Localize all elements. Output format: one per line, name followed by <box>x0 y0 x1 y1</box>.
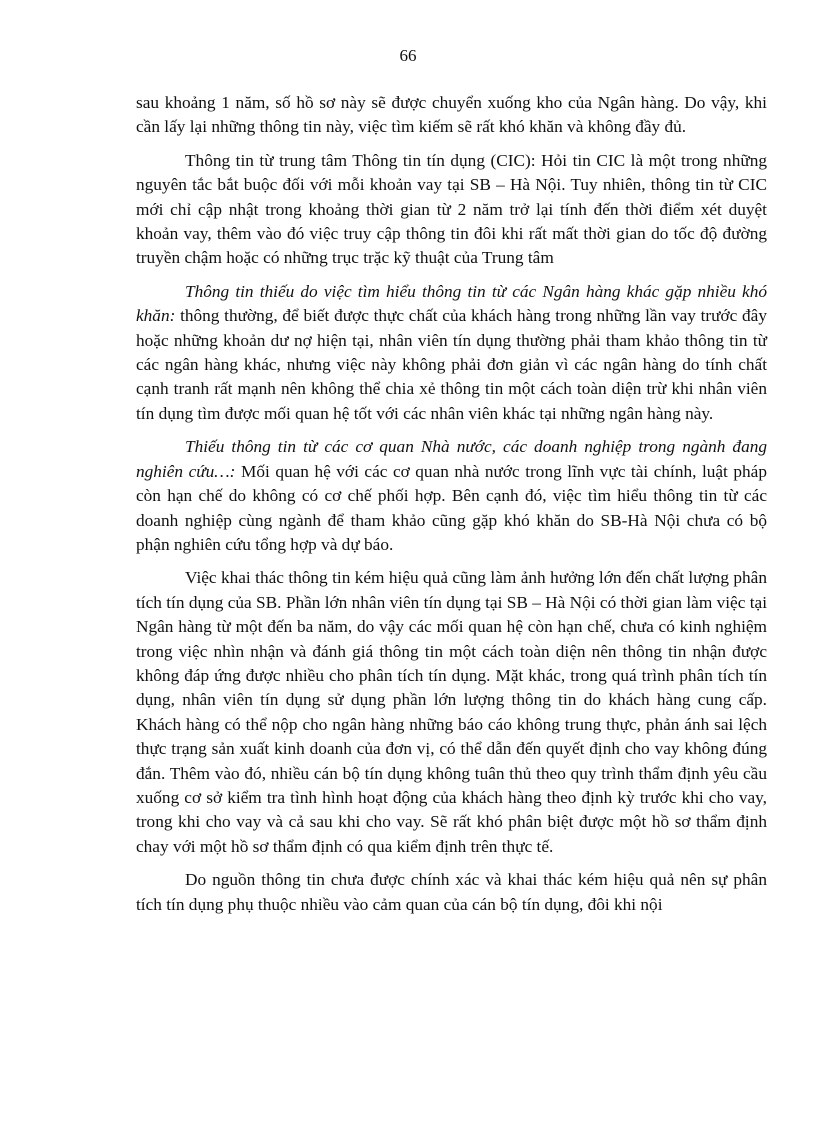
paragraph-lead-italic: Thông tin thiếu do việc tìm hiểu thông tin từ các Ngân hàng khác gặp nhiều khó khăn: <box>136 281 767 326</box>
paragraph-text: Do nguồn thông tin chưa được chính xác và khai thác kém hiệu quả nên sự phân tích tín dụng phụ thuộc nhiều vào cảm quan của cán bộ tín dụng, đôi khi nội <box>136 870 767 914</box>
document-body <box>136 91 767 926</box>
paragraph-text: thông thường, để biết được thực chất của khách hàng trong những lần vay trước đây hoặc những khoản dư nợ hiện tại, nhân viên tín dụng thường phải tham khảo thông tin từ các ngân hàng khác, nhưng việc này không phải đơn giản vì các ngân hàng do tính chất cạnh tranh rất mạnh nên không thể chia xẻ thông tin một cách toàn diện trừ khi nhân viên tín dụng tìm được mối quan hệ tốt với các nhân viên khác tại những ngân hàng này. <box>136 306 767 423</box>
paragraph <box>136 868 767 917</box>
paragraph <box>136 435 767 557</box>
paragraph-lead-italic: Thiếu thông tin từ các cơ quan Nhà nước, các doanh nghiệp trong ngành đang nghiên cứu…: <box>136 437 767 481</box>
paragraph <box>136 566 767 859</box>
paragraph-text: Việc khai thác thông tin kém hiệu quả cũng làm ảnh hưởng lớn đến chất lượng phân tích tín dụng của SB. Phần lớn nhân viên tín dụng tại SB – Hà Nội có thời gian làm việc tại Ngân hàng từ một đến ba năm, do vậy các mối quan hệ còn hạn chế, chưa có kinh nghiệm trong việc nhìn nhận và đánh giá thông tin một cách toàn diện nên thông tin nhận được không đáp ứng được nhiều cho phân tích tín dụng. Mặt khác, trong quá trình phân tích tín dụng, nhân viên tín dụng sử dụng phần lớn lượng thông tin do khách hàng cung cấp. Khách hàng có thể nộp cho ngân hàng những báo cáo không trung thực, phản ánh sai lệch thực trạng sản xuất kinh doanh của đơn vị, có thể dẫn đến quyết định cho vay không đúng đắn. Thêm vào đó, nhiều cán bộ tín dụng không tuân thủ theo quy trình thẩm định yêu cầu xuống cơ sở kiểm tra tình hình hoạt động của khách hàng theo định kỳ trước khi cho vay, trong khi cho vay và cả sau khi cho vay. Sẽ rất khó phân biệt được một hồ sơ thẩm định chay với một hồ sơ thẩm định có qua kiểm định trên thực tế. <box>136 568 767 856</box>
paragraph-text: Mối quan hệ với các cơ quan nhà nước trong lĩnh vực tài chính, luật pháp còn hạn chế do không có cơ chế phối hợp. Bên cạnh đó, việc tìm hiểu thông tin từ các doanh nghiệp cùng ngành để tham khảo cũng gặp khó khăn do SB-Hà Nội chưa có bộ phận nghiên cứu tổng hợp và dự báo. <box>136 461 767 554</box>
paragraph-text: sau khoảng 1 năm, số hồ sơ này sẽ được chuyển xuống kho của Ngân hàng. Do vậy, khi cần lấy lại những thông tin này, việc tìm kiếm sẽ rất khó khăn và không đầy đủ. <box>136 93 767 137</box>
paragraph <box>136 280 767 426</box>
paragraph <box>136 149 767 271</box>
page-number: 66 <box>399 46 417 65</box>
paragraph-text: Thông tin từ trung tâm Thông tin tín dụng (CIC): Hỏi tin CIC là một trong những nguyên tắc bắt buộc đối với mỗi khoản vay tại SB – Hà Nội. Tuy nhiên, thông tin từ CIC mới chỉ cập nhật trong khoảng thời gian từ 2 năm trở lại tính đến thời điểm xét duyệt khoản vay, thêm vào đó việc truy cập thông tin đôi khi rất mất thời gian do tốc độ đường truyền chậm hoặc có những trục trặc kỹ thuật của Trung tâm <box>136 150 767 268</box>
paragraph <box>136 91 767 140</box>
